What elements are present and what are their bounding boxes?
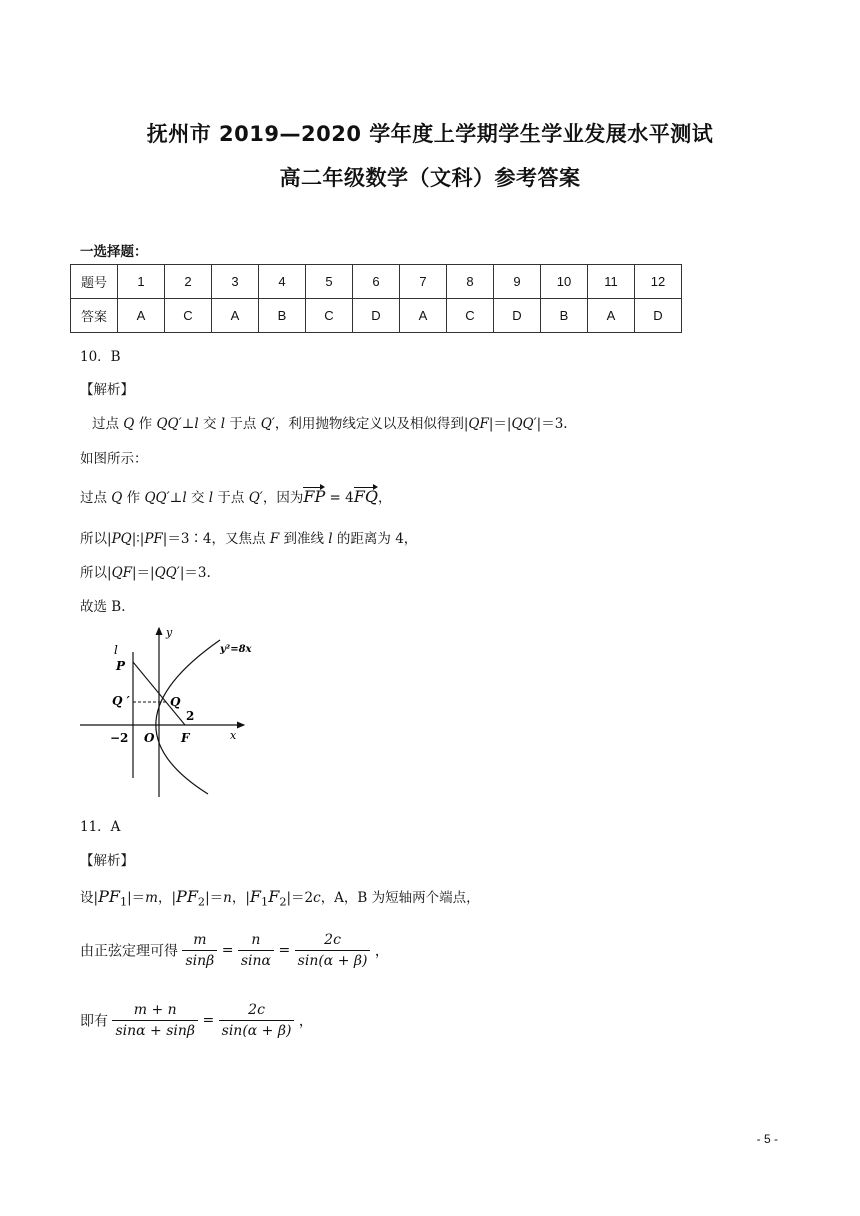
- table-cell: C: [306, 299, 353, 333]
- table-cell: D: [635, 299, 682, 333]
- label-x: x: [230, 729, 237, 742]
- q10-line-1: 过点 Q 作 QQ′⊥l 交 l 于点 Q′，利用抛物线定义以及相似得到|QF|＝|QQ′|＝3.: [92, 416, 568, 432]
- q10-line-4: 所以|PQ|∶|PF|＝3∶4，又焦点 F 到准线 l 的距离为 4，: [80, 531, 418, 547]
- vector-fq: FQ: [353, 487, 378, 506]
- table-cell: A: [212, 299, 259, 333]
- fraction-2c-sinab: $\frac{2c}{\sin(\alpha + \beta)}$: [295, 930, 371, 971]
- q10-line-5: 所以|QF|＝|QQ′|＝3.: [80, 565, 211, 581]
- table-cell: 4: [259, 265, 306, 299]
- table-row-numbers: [71, 265, 682, 299]
- label-q-prime: Q ′: [112, 694, 130, 708]
- table-cell: 1: [118, 265, 165, 299]
- label-y: y: [166, 626, 173, 639]
- vector-fp: FP: [303, 487, 326, 506]
- table-cell: 7: [400, 265, 447, 299]
- row-header-number: 题号: [71, 265, 118, 299]
- table-cell: 2: [165, 265, 212, 299]
- q11-line-2: 由正弦定理可得 $\frac{m}{\sin\beta}$ = $\frac{n}{\sin\alpha}$ = $\frac{2c}{\sin(\alpha + \beta)}$ ，: [80, 932, 389, 969]
- q10-line-6: 故选 B.: [80, 599, 126, 615]
- label-q: Q: [170, 695, 181, 709]
- section-heading: 一选择题：: [80, 244, 148, 260]
- row-header-answer: 答案: [71, 299, 118, 333]
- table-cell: D: [353, 299, 400, 333]
- document-title: 抚州市 2019—2020 学年度上学期学生学业发展水平测试: [146, 122, 714, 146]
- table-cell: A: [118, 299, 165, 333]
- label-f: F: [181, 731, 190, 745]
- table-cell: C: [165, 299, 212, 333]
- q10-label: 10．B: [80, 349, 121, 365]
- fraction-m-sinb: $\frac{m}{\sin\beta}$: [182, 930, 217, 971]
- table-cell: 12: [635, 265, 682, 299]
- page-number: - 5 -: [756, 1132, 778, 1146]
- fraction-2c-sinab-2: $\frac{2c}{\sin(\alpha + \beta)}$: [219, 1000, 295, 1041]
- label-minus-two: −2: [110, 731, 129, 745]
- answer-table: [70, 264, 682, 333]
- parabola-figure: [80, 622, 260, 802]
- table-cell: 6: [353, 265, 400, 299]
- table-cell: 10: [541, 265, 588, 299]
- label-two: 2: [186, 709, 195, 723]
- q11-line-3: 即有 $\frac{m + n}{\sin\alpha + \sin\beta}$ = $\frac{2c}{\sin(\alpha + \beta)}$ ，: [80, 1002, 313, 1039]
- q11-line-1: 设$|PF_1|=m$，$|PF_2|=n$，$|F_1F_2|=2c$，A，B 为短轴两个端点，: [80, 887, 480, 909]
- q11-label: 11．A: [80, 819, 121, 835]
- label-o: O: [144, 731, 155, 745]
- table-cell: 11: [588, 265, 635, 299]
- table-cell: A: [588, 299, 635, 333]
- q10-analysis-heading: 【解析】: [80, 382, 134, 398]
- table-row-answers: [71, 299, 682, 333]
- label-p: P: [116, 659, 126, 673]
- table-cell: C: [447, 299, 494, 333]
- table-cell: 3: [212, 265, 259, 299]
- label-curve: y²=8x: [220, 644, 252, 655]
- table-cell: B: [541, 299, 588, 333]
- table-cell: 8: [447, 265, 494, 299]
- q10-line-3: 过点 Q 作 QQ′⊥l 交 l 于点 Q′，因为FP = 4FQ，: [80, 487, 392, 506]
- q11-analysis-heading: 【解析】: [80, 853, 134, 869]
- table-cell: B: [259, 299, 306, 333]
- document-subtitle: 高二年级数学（文科）参考答案: [279, 166, 581, 190]
- table-cell: 5: [306, 265, 353, 299]
- table-cell: D: [494, 299, 541, 333]
- table-cell: A: [400, 299, 447, 333]
- label-l: l: [114, 643, 118, 657]
- table-cell: 9: [494, 265, 541, 299]
- fraction-n-sina: $\frac{n}{\sin\alpha}$: [238, 930, 274, 971]
- fraction-mn-sum: $\frac{m + n}{\sin\alpha + \sin\beta}$: [112, 1000, 198, 1041]
- q10-line-2: 如图所示：: [80, 451, 148, 467]
